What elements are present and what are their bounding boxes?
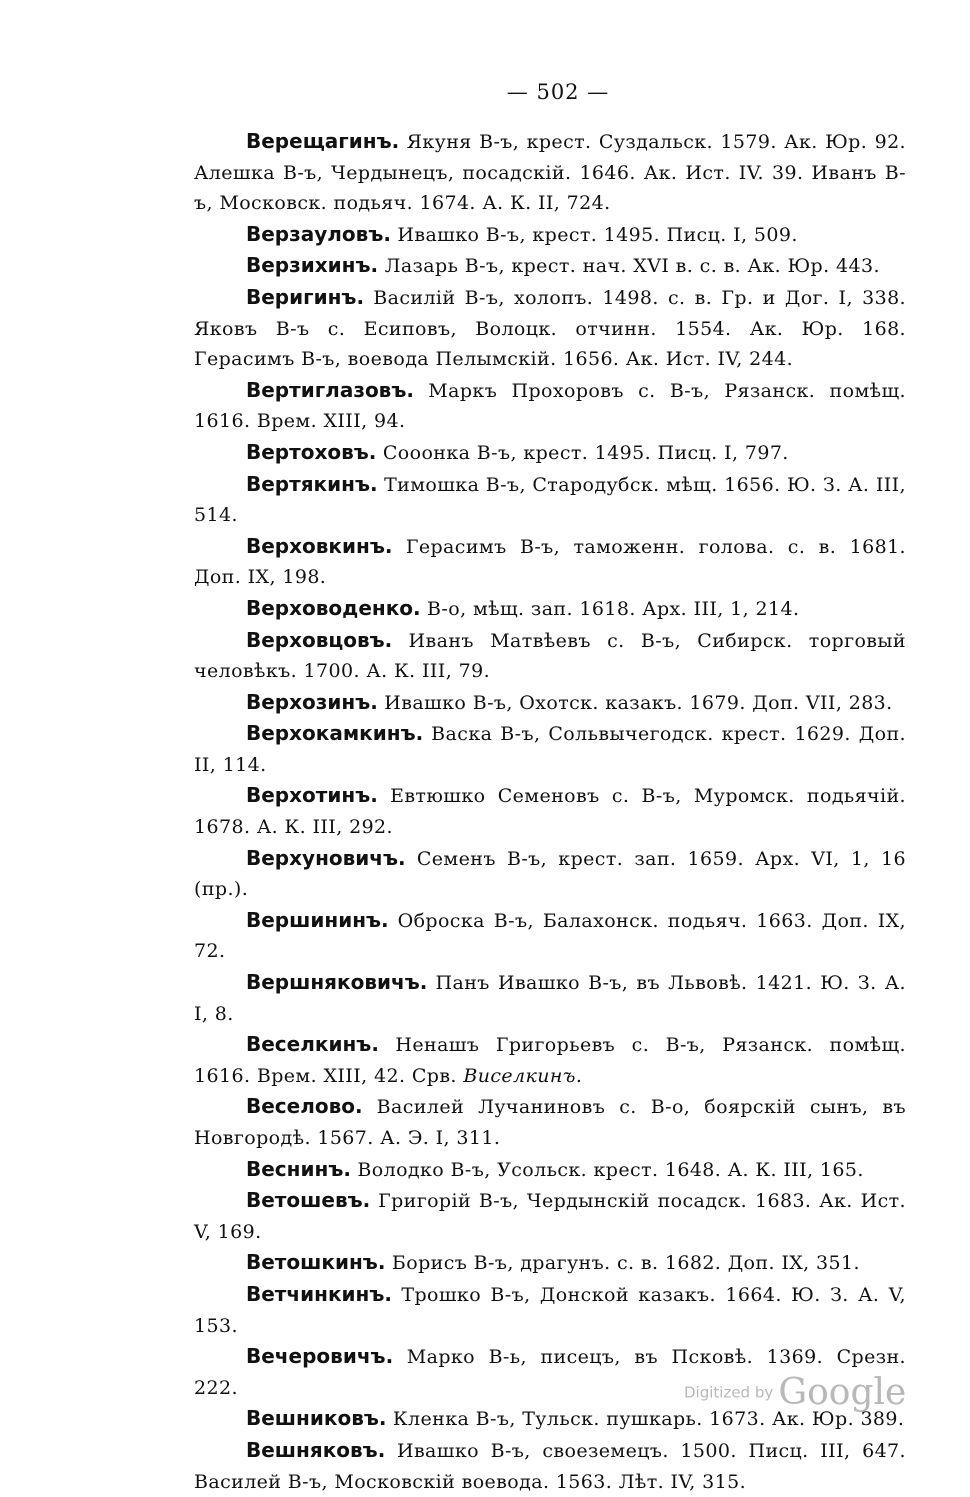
entry-text: Маркъ Прохоровъ с. В-ъ, Рязанск. помѣщ. 1616. Врем. XIII, 94.	[194, 379, 906, 433]
dictionary-entry	[194, 1154, 906, 1186]
entry-headword: Вешниковъ.	[246, 1406, 387, 1431]
dictionary-entry	[194, 1091, 906, 1153]
entry-headword: Веселово.	[246, 1094, 363, 1119]
dictionary-entry	[194, 1247, 906, 1279]
entry-text: Ивашко В-ъ, Охотск. казакъ. 1679. Доп. VII, 283.	[377, 691, 893, 714]
entry-headword: Веселкинъ.	[246, 1032, 379, 1057]
entry-headword: Вершняковичъ.	[246, 970, 428, 995]
entry-text: Володко В-ъ, Усольск. крест. 1648. А. К. III, 165.	[350, 1158, 864, 1181]
dictionary-entry	[194, 1185, 906, 1247]
entry-headword: Верзауловъ.	[246, 221, 391, 246]
dictionary-entry	[194, 1029, 906, 1091]
entry-headword: Верхокамкинъ.	[246, 721, 424, 746]
entry-headword: Ветошкинъ.	[246, 1250, 386, 1275]
entry-text: Герасимъ В-ъ, таможенн. голова. с. в. 1681. Доп. IX, 198.	[194, 535, 906, 589]
entry-text: Борисъ В-ъ, драгунъ. с. в. 1682. Доп. IX, 351.	[385, 1252, 860, 1275]
digitized-watermark	[684, 1372, 906, 1413]
entry-text: Оброска В-ъ, Балахонск. подьяч. 1663. Доп. IX, 72.	[194, 909, 906, 963]
entry-headword: Веригинъ.	[246, 284, 365, 309]
dictionary-entry	[194, 282, 906, 375]
entry-headword: Ветчинкинъ.	[246, 1281, 392, 1306]
entry-headword: Верзихинъ.	[246, 253, 379, 278]
entry-text: Лазарь В-ъ, крест. нач. XVI в. с. в. Ак. Юр. 443.	[378, 255, 880, 278]
dictionary-entry	[194, 375, 906, 437]
entry-headword: Веснинъ.	[246, 1156, 351, 1181]
dictionary-entry	[194, 1279, 906, 1341]
entry-text: Семенъ В-ъ, крест. зап. 1659. Арх. VI, 1, 16 (пр.).	[194, 847, 906, 901]
google-logo: Google	[778, 1372, 907, 1413]
dictionary-entry	[194, 126, 906, 219]
dictionary-entry	[194, 905, 906, 967]
entry-text: Василей Лучаниновъ с. В-о, боярскій сынъ, въ Новгородѣ. 1567. А. Э. I, 311.	[194, 1096, 906, 1149]
entry-headword: Верхуновичъ.	[246, 845, 406, 870]
entry-headword: Верховцовъ.	[246, 627, 393, 652]
entry-headword: Ветошевъ.	[246, 1188, 371, 1213]
dictionary-entry	[194, 250, 906, 282]
entry-headword: Верхозинъ.	[246, 689, 378, 714]
entry-headword: Вертякинъ.	[246, 471, 378, 496]
dictionary-entry	[194, 687, 906, 719]
entry-text: Григорій В-ъ, Чердынскій посадск. 1683. Ак. Ист. V, 169.	[194, 1190, 906, 1243]
dictionary-entry	[194, 843, 906, 905]
entry-headword: Верховоденко.	[246, 595, 421, 620]
entry-text: Трошко В-ъ, Донской казакъ. 1664. Ю. З. А. V, 153.	[194, 1283, 906, 1337]
entry-text: Васка В-ъ, Сольвычегодск. крест. 1629. Доп. II, 114.	[194, 723, 906, 776]
entry-headword: Верхотинъ.	[246, 783, 378, 808]
dictionary-entry	[194, 469, 906, 531]
entry-text: Василій В-ъ, холопъ. 1498. с. в. Гр. и Дог. I, 338. Яковъ В-ъ с. Есиповъ, Волоцк. отчинн. 1554. Ак. Юр. 168. Герасимъ В-ъ, воевода Пелымскій. 1656. Ак. Ист. IV, 244.	[194, 286, 906, 371]
entry-headword: Вешняковъ.	[246, 1437, 386, 1462]
dictionary-entry	[194, 531, 906, 593]
entry-text: Ивашко В-ъ, крест. 1495. Писц. I, 509.	[390, 223, 798, 246]
entry-headword: Вечеровичъ.	[246, 1344, 394, 1369]
dictionary-entry	[194, 1435, 906, 1497]
entry-headword: Вершининъ.	[246, 907, 389, 932]
dictionary-entry	[194, 625, 906, 687]
dictionary-entry	[194, 780, 906, 842]
dictionary-entry	[194, 593, 906, 625]
entry-text: Ивашко В-ъ, своеземецъ. 1500. Писц. III, 647. Василей В-ъ, Московскій воевода. 1563. Лѣт. IV, 315.	[194, 1439, 906, 1493]
entry-text: Иванъ Матвѣевъ с. В-ъ, Сибирск. торговый человѣкъ. 1700. А. К. III, 79.	[194, 629, 906, 683]
entry-text: Панъ Ивашко В-ъ, въ Львовѣ. 1421. Ю. З. А. I, 8.	[194, 972, 906, 1025]
page-number: — 502 —	[506, 80, 610, 104]
entry-headword: Верховкинъ.	[246, 533, 393, 558]
entry-headword: Вертоховъ.	[246, 439, 377, 464]
entry-text: Якуня В-ъ, крест. Суздальск. 1579. Ак. Юр. 92. Алешка В-ъ, Чердынецъ, посадскій. 1646. Ак. Ист. IV. 39. Иванъ В-ъ, Московск. подьяч. 1674. А. К. II, 724.	[194, 131, 906, 215]
entry-text: В-о, мѣщ. зап. 1618. Арх. III, 1, 214.	[420, 597, 800, 620]
entry-headword: Вертиглазовъ.	[246, 377, 414, 402]
dictionary-entry	[194, 437, 906, 469]
dictionary-entry	[194, 967, 906, 1029]
entry-text: Кленка В-ъ, Тульск. пушкарь. 1673. Ак. Юр. 389.	[386, 1408, 905, 1431]
entry-headword: Верещагинъ.	[246, 129, 400, 153]
dictionary-entries	[194, 126, 906, 1497]
entry-text: Евтюшко Семеновъ с. В-ъ, Муромск. подьячій. 1678. А. К. III, 292.	[194, 785, 906, 839]
watermark-prefix: Digitized by	[684, 1383, 774, 1402]
dictionary-entry	[194, 219, 906, 251]
entry-text: Ненашъ Григорьевъ с. В-ъ, Рязанск. помѣщ. 1616. Врем. XIII, 42. Срв.	[194, 1034, 906, 1087]
entry-text: Сооонка В-ъ, крест. 1495. Писц. I, 797.	[376, 441, 789, 464]
entry-text: Тимошка В-ъ, Стародубск. мѣщ. 1656. Ю. З. А. III, 514.	[194, 473, 906, 527]
entry-text: Марко В-ь, писецъ, въ Псковѣ. 1369. Срезн. 222.	[194, 1346, 906, 1399]
dictionary-entry	[194, 718, 906, 780]
entry-crossref: Виселкинъ.	[463, 1064, 583, 1087]
